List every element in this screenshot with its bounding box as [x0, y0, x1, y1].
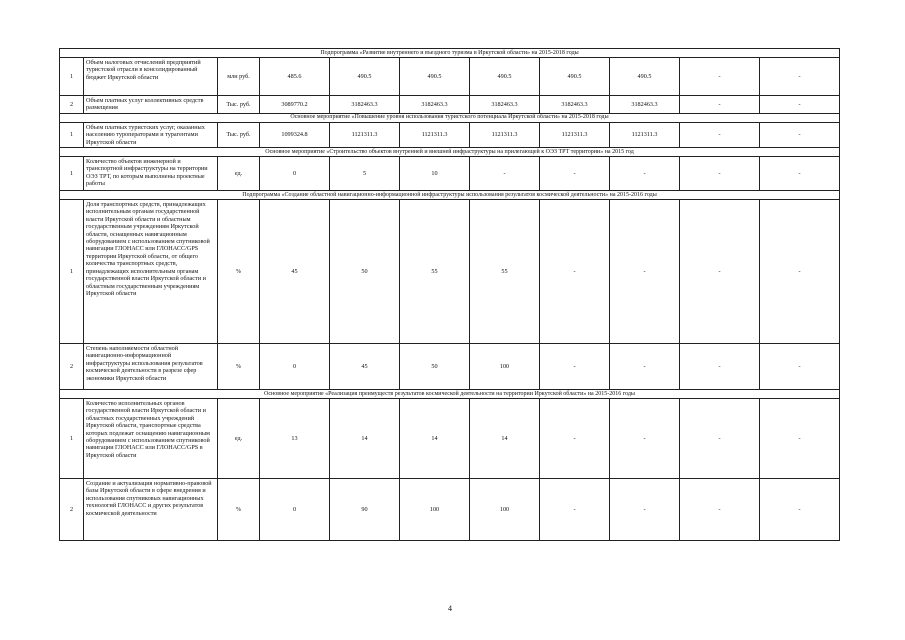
- value-cell: -: [760, 122, 840, 147]
- value-cell: -: [680, 58, 760, 96]
- value-cell: -: [610, 200, 680, 344]
- unit-cell: %: [218, 479, 260, 541]
- value-cell: -: [540, 399, 610, 479]
- value-cell: -: [760, 200, 840, 344]
- table-row: [60, 157, 840, 191]
- unit-cell: %: [218, 200, 260, 344]
- row-number: 2: [60, 344, 84, 390]
- value-cell: 55: [400, 200, 470, 344]
- value-cell: 100: [400, 479, 470, 541]
- table-row: [60, 344, 840, 390]
- unit-cell: Тыс. руб.: [218, 96, 260, 114]
- section-header-row: [60, 49, 840, 58]
- value-cell: 14: [470, 399, 540, 479]
- unit-cell: ед.: [218, 399, 260, 479]
- unit-cell: ед.: [218, 157, 260, 191]
- row-number: 1: [60, 157, 84, 191]
- section-header-row: [60, 390, 840, 399]
- indicator-description: Количество исполнительных органов государственной власти Иркутской области и областных государственных учреждений Иркутской области, транспортные средства которых подлежат оснащению навигационным оборудованием с использованием спутниковой навигации ГЛОНАСС или ГЛОНАСС/GPS в Иркутской области: [84, 399, 218, 479]
- value-cell: 3182463.3: [330, 96, 400, 114]
- value-cell: 1121311.3: [470, 122, 540, 147]
- indicator-description: Объем налоговых отчислений предприятий туристской отрасли в консолидированный бюджет Иркутской области: [84, 58, 218, 96]
- indicator-description: Количество объектов инженерной и транспортной инфраструктуры на территории ОЭЗ ТРТ, по которым выполнены проектные работы: [84, 157, 218, 191]
- row-number: 1: [60, 122, 84, 147]
- value-cell: 1121311.3: [540, 122, 610, 147]
- section-title: Подпрограмма «Создание областной навигационно-информационной инфраструктуры использования результатов космической деятельности» на 2015-2016 годы: [60, 191, 840, 200]
- value-cell: -: [680, 399, 760, 479]
- value-cell: -: [760, 96, 840, 114]
- value-cell: 0: [260, 479, 330, 541]
- value-cell: 1121311.3: [400, 122, 470, 147]
- value-cell: -: [540, 157, 610, 191]
- table-row: [60, 479, 840, 541]
- indicators-table: [59, 48, 840, 541]
- value-cell: 1121311.3: [610, 122, 680, 147]
- value-cell: 490.5: [470, 58, 540, 96]
- table-row: [60, 200, 840, 344]
- value-cell: 0: [260, 344, 330, 390]
- value-cell: -: [610, 344, 680, 390]
- table-row: [60, 399, 840, 479]
- value-cell: -: [680, 344, 760, 390]
- value-cell: 50: [400, 344, 470, 390]
- value-cell: -: [610, 157, 680, 191]
- value-cell: -: [680, 96, 760, 114]
- value-cell: 3182463.3: [610, 96, 680, 114]
- value-cell: 3182463.3: [400, 96, 470, 114]
- section-header-row: [60, 113, 840, 122]
- value-cell: 3089770.2: [260, 96, 330, 114]
- value-cell: 490.5: [330, 58, 400, 96]
- indicator-description: Создание и актуализация нормативно-правовой базы Иркутской области в сфере внедрения и использования спутниковых навигационных технологий ГЛОНАСС и других результатов космической деятельности: [84, 479, 218, 541]
- value-cell: -: [610, 479, 680, 541]
- table-row: [60, 96, 840, 114]
- value-cell: 0: [260, 157, 330, 191]
- value-cell: 3182463.3: [470, 96, 540, 114]
- indicator-description: Степень наполняемости областной навигационно-информационной инфраструктуры использования результатов космической деятельности в разрезе сфер экономики Иркутской области: [84, 344, 218, 390]
- value-cell: 490.5: [400, 58, 470, 96]
- value-cell: 490.5: [540, 58, 610, 96]
- value-cell: -: [680, 157, 760, 191]
- row-number: 2: [60, 96, 84, 114]
- section-header-row: [60, 191, 840, 200]
- value-cell: -: [680, 200, 760, 344]
- section-header-row: [60, 148, 840, 157]
- value-cell: 3182463.3: [540, 96, 610, 114]
- value-cell: 1121311.3: [330, 122, 400, 147]
- table-row: [60, 58, 840, 96]
- table-row: [60, 122, 840, 147]
- value-cell: -: [760, 58, 840, 96]
- value-cell: 50: [330, 200, 400, 344]
- page-number: 4: [448, 604, 452, 613]
- value-cell: -: [540, 344, 610, 390]
- value-cell: -: [680, 122, 760, 147]
- value-cell: -: [540, 200, 610, 344]
- section-title: Основное мероприятие «Реализация преимуществ результатов космической деятельности на территории Иркутской области» на 2015-2016 годы: [60, 390, 840, 399]
- value-cell: -: [540, 479, 610, 541]
- value-cell: 5: [330, 157, 400, 191]
- unit-cell: Тыс. руб.: [218, 122, 260, 147]
- value-cell: 100: [470, 344, 540, 390]
- indicator-description: Доля транспортных средств, принадлежащих исполнительным органам государственной власти Иркутской области и областным государственным учреждениям Иркутской области, оснащенных навигационным оборудованием с использованием спутниковой навигации ГЛОНАСС или ГЛОНАСС/GPS территории Иркутской области, от общего количества транспортных средств, принадлежащих исполнительным органам государственной власти Иркутской области и областным государственным учреждениям Иркутской области: [84, 200, 218, 344]
- value-cell: -: [760, 399, 840, 479]
- value-cell: 13: [260, 399, 330, 479]
- row-number: 1: [60, 58, 84, 96]
- value-cell: -: [760, 344, 840, 390]
- value-cell: 490.5: [610, 58, 680, 96]
- row-number: 1: [60, 200, 84, 344]
- row-number: 2: [60, 479, 84, 541]
- indicator-description: Объем платных услуг коллективных средств размещения: [84, 96, 218, 114]
- value-cell: -: [680, 479, 760, 541]
- value-cell: 100: [470, 479, 540, 541]
- unit-cell: %: [218, 344, 260, 390]
- value-cell: 10: [400, 157, 470, 191]
- row-number: 1: [60, 399, 84, 479]
- value-cell: 90: [330, 479, 400, 541]
- value-cell: -: [760, 157, 840, 191]
- section-title: Подпрограмма «Развитие внутреннего и въездного туризма в Иркутской области» на 2015-2018 годы: [60, 49, 840, 58]
- value-cell: 45: [330, 344, 400, 390]
- unit-cell: млн руб.: [218, 58, 260, 96]
- indicator-description: Объем платных туристских услуг, оказанных населению туроператорами и турагентами Иркутской области: [84, 122, 218, 147]
- value-cell: 45: [260, 200, 330, 344]
- section-title: Основное мероприятие «Строительство объектов внутренней и внешней инфраструктуры на прилегающей к ОЭЗ ТРТ территории» на 2015 год: [60, 148, 840, 157]
- value-cell: 485.6: [260, 58, 330, 96]
- value-cell: -: [610, 399, 680, 479]
- section-title: Основное мероприятие «Повышение уровня использования туристского потенциала Иркутской области» на 2015-2018 годы: [60, 113, 840, 122]
- value-cell: -: [760, 479, 840, 541]
- value-cell: 14: [330, 399, 400, 479]
- value-cell: 1099324.8: [260, 122, 330, 147]
- value-cell: -: [470, 157, 540, 191]
- value-cell: 55: [470, 200, 540, 344]
- value-cell: 14: [400, 399, 470, 479]
